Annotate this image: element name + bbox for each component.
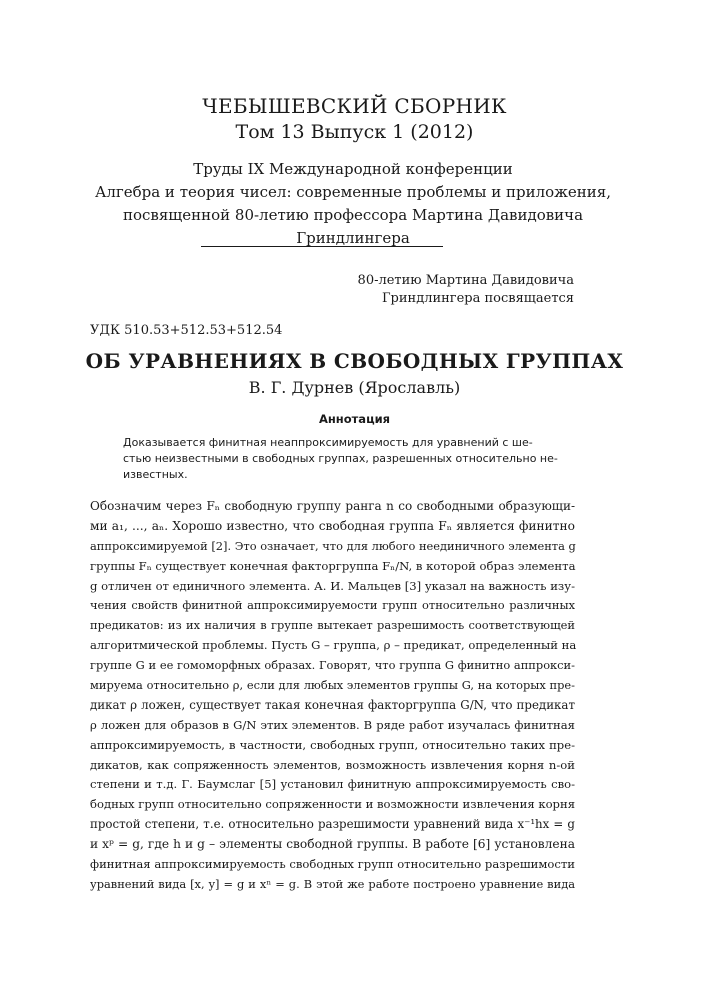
paper-title: ОБ УРАВНЕНИЯХ В СВОБОДНЫХ ГРУППАХ bbox=[85, 349, 624, 373]
body-line: мируема относительно ρ, если для любых элементов группы G, на которых пре- bbox=[90, 678, 575, 693]
dedication-line: Гриндлингера посвящается bbox=[381, 291, 574, 306]
conference-line: посвященной 80-летию профессора Мартина Давидовича bbox=[122, 206, 584, 224]
abstract-line: Доказывается финитная неаппроксимируемость для уравнений с ше- bbox=[123, 436, 533, 449]
journal-title: ЧЕБЫШЕВСКИЙ СБОРНИК bbox=[202, 94, 507, 118]
body-line: ми a₁, ..., aₙ. Хорошо известно, что свободная группа Fₙ является финитно bbox=[90, 518, 575, 533]
dedication-line: 80-летию Мартина Давидовича bbox=[357, 273, 574, 288]
paper-author: В. Г. Дурнев (Ярославль) bbox=[248, 378, 461, 397]
body-line: ρ ложен для образов в G/N этих элементов. В ряде работ изучалась финитная bbox=[90, 717, 575, 732]
body-line: дикатов, как сопряженность элементов, возможность извлечения корня n-ой bbox=[90, 757, 575, 772]
abstract-heading: Аннотация bbox=[318, 412, 391, 426]
abstract-line: стью неизвестными в свободных группах, разрешенных относительно не- bbox=[123, 452, 558, 465]
dedication bbox=[358, 272, 574, 308]
body-line: и xᵖ = g, где h и g – элементы свободной группы. В работе [6] установлена bbox=[90, 837, 575, 852]
conference-line: Труды IX Международной конференции bbox=[193, 160, 513, 178]
header-divider bbox=[201, 246, 443, 247]
body-line: g отличен от единичного элемента. А. И. Мальцев [3] указал на важность изу- bbox=[90, 578, 575, 593]
body-line: уравнений вида [x, y] = g и xⁿ = g. В этой же работе построено уравнение вида bbox=[90, 876, 575, 891]
body-line: простой степени, т.е. относительно разрешимости уравнений вида x⁻¹hx = g bbox=[90, 817, 575, 832]
abstract-line: известных. bbox=[123, 468, 188, 481]
journal-volume: Том 13 Выпуск 1 (2012) bbox=[235, 121, 474, 143]
udk-code: УДК 510.53+512.53+512.54 bbox=[90, 323, 283, 338]
abstract-text bbox=[123, 435, 578, 483]
body-line: дикат ρ ложен, существует такая конечная факторгруппа G/N, что предикат bbox=[90, 697, 575, 712]
conference-info bbox=[70, 158, 636, 250]
body-line: группе G и ее гомоморфных образах. Говорят, что группа G финитно аппрокси- bbox=[90, 658, 575, 673]
body-line: финитная аппроксимируемость свободных групп относительно разрешимости bbox=[90, 857, 575, 872]
body-line: предикатов: из их наличия в группе вытекает разрешимость соответствующей bbox=[90, 618, 575, 633]
body-line: аппроксимируемость, в частности, свободных групп, относительно таких пре- bbox=[90, 737, 575, 752]
body-line: аппроксимируемой [2]. Это означает, что для любого неединичного элемента g bbox=[90, 538, 576, 553]
body-line: чения свойств финитной аппроксимируемости групп относительно различных bbox=[90, 598, 575, 613]
body-line: Обозначим через Fₙ свободную группу ранга n со свободными образующи- bbox=[90, 499, 575, 513]
body-line: алгоритмической проблемы. Пусть G – группа, ρ – предикат, определенный на bbox=[90, 638, 577, 653]
body-line: степени и т.д. Г. Баумслаг [5] установил финитную аппроксимируемость сво- bbox=[90, 777, 575, 792]
conference-line: Алгебра и теория чисел: современные проблемы и приложения, bbox=[94, 183, 612, 201]
body-text bbox=[90, 497, 575, 895]
body-line: группы Fₙ существует конечная факторгруппа Fₙ/N, в которой образ элемента bbox=[90, 558, 576, 573]
body-line: бодных групп относительно сопряженности и возможности извлечения корня bbox=[90, 797, 576, 812]
conference-line: Гриндлингера bbox=[296, 229, 410, 247]
